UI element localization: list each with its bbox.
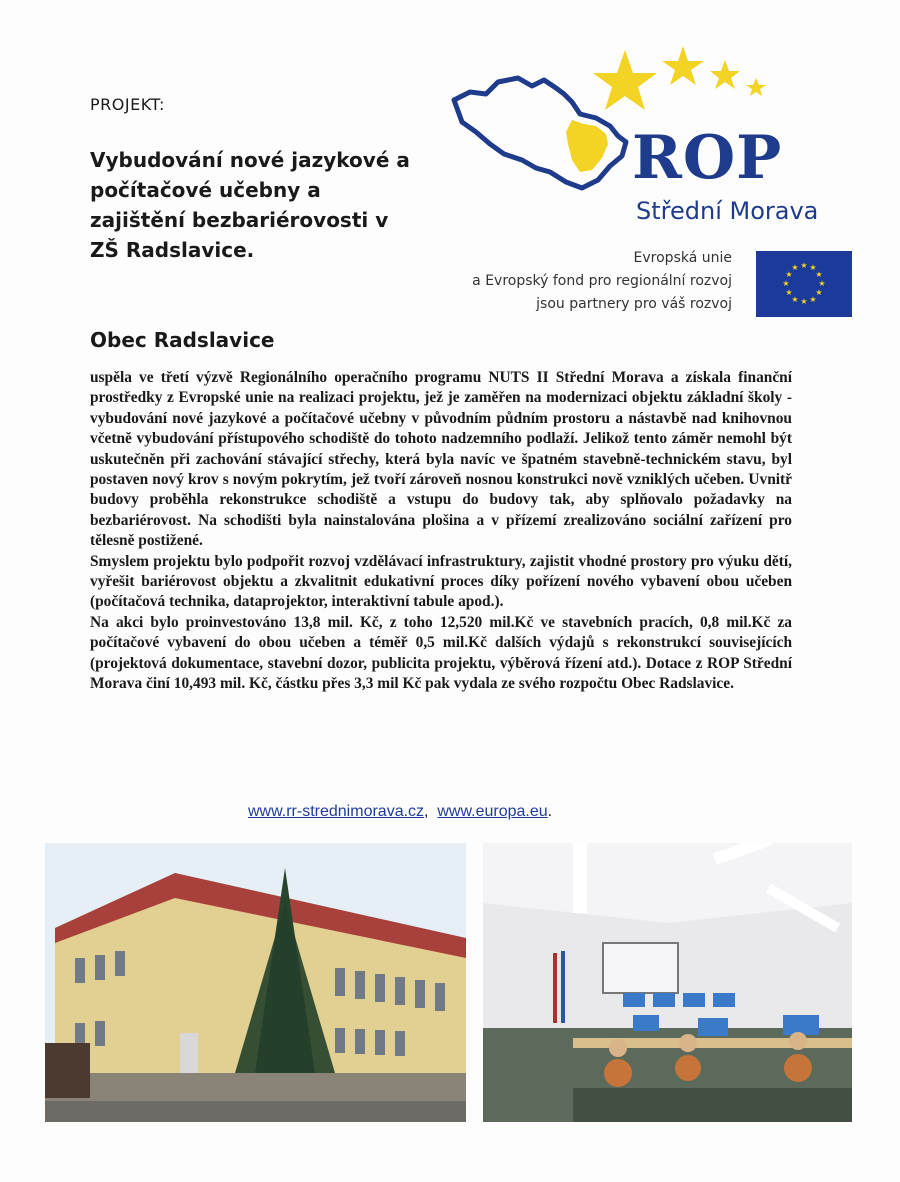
svg-text:★: ★	[791, 295, 799, 304]
svg-text:★: ★	[815, 270, 823, 279]
eu-flag	[756, 251, 852, 317]
svg-text:★: ★	[791, 263, 799, 272]
description-paragraph: uspěla ve třetí výzvě Regionálního operačního programu NUTS II Střední Morava a získala finanční prostředky z Evropské unie na realizaci projektu, jež je zaměřen na modernizaci objektu základní školy - vybudování nové jazykové a počítačové učebny v původním půdním prostoru a nástavbě nad knihovnou včetně vybudování přístupového schodiště do tohoto nadzemního podlaží. Jelikož tento záměr nemohl být uskutečněn při zachování stávající střechy, která byla navíc ve špatném stavebně-technickém stavu, byl postaven nový krov s novým pokrytím, jež tvoří zároveň nosnou konstrukci nově vzniklých učeben. Uvnitř budovy proběhla rekonstrukce schodiště a vstupu do budovy tak, aby splňovalo požadavky na bezbariérovost. Na schodišti byla nainstalována plošina a v přízemí zrealizováno sociální zařízení pro tělesně postižené.	[90, 369, 792, 550]
link-europa[interactable]: www.europa.eu	[437, 803, 548, 820]
svg-text:★: ★	[800, 297, 808, 306]
svg-text:★: ★	[782, 279, 790, 288]
svg-text:★: ★	[815, 288, 823, 297]
project-title: Vybudování nové jazykové a počítačové učebny a zajištění bezbariérovosti v ZŠ Radslavice.	[90, 148, 410, 262]
computer-classroom-photo	[483, 843, 852, 1122]
municipality-heading: Obec Radslavice	[90, 328, 275, 352]
project-label: PROJEKT:	[90, 95, 165, 114]
project-description	[90, 368, 792, 695]
logo-star-4	[746, 78, 766, 96]
eu-line: Evropská unie	[633, 250, 732, 266]
logo-star-1	[593, 50, 657, 110]
description-paragraph: Smyslem projektu bylo podpořit rozvoj vzdělávací infrastruktury, zajistit vhodné prostory pro výuku dětí, vyřešit bariérovost objektu a zkvalitnit edukativní proces díky pořízení nového vybavení obou učeben (počítačová technika, dataprojektor, interaktivní tabule apod.).	[90, 552, 792, 611]
link-rr-strednimorava[interactable]: www.rr-strednimorava.cz	[248, 803, 425, 820]
svg-text:★: ★	[818, 279, 826, 288]
central-moravia-region	[566, 120, 608, 172]
logo-star-3	[710, 60, 740, 89]
svg-text:★: ★	[785, 288, 793, 297]
eu-partners-text	[430, 247, 732, 316]
svg-text:★: ★	[800, 261, 808, 270]
web-links: www.rr-strednimorava.cz, www.europa.eu.	[248, 803, 553, 820]
svg-text:★: ★	[809, 263, 817, 272]
logo-star-2	[662, 46, 704, 85]
rop-wordmark: ROP	[632, 123, 783, 193]
svg-text:★: ★	[785, 270, 793, 279]
description-paragraph: Na akci bylo proinvestováno 13,8 mil. Kč, z toho 12,520 mil.Kč ve stavebních pracích, 0,8 mil.Kč za počítačové vybavení do obou učeben a téměř 0,5 mil.Kč dalších výdajů s rekonstrukcí souvisejících (projektová dokumentace, stavební dozor, publicita projektu, výběrová řízení atd.). Dotace z ROP Střední Morava činí 10,493 mil. Kč, částku přes 3,3 mil Kč pak vydala ze svého rozpočtu Obec Radslavice.	[90, 613, 792, 693]
region-name: Střední Morava	[636, 197, 819, 225]
svg-text:★: ★	[809, 295, 817, 304]
eu-line: jsou partnery pro váš rozvoj	[536, 296, 732, 312]
eu-line: a Evropský fond pro regionální rozvoj	[472, 273, 732, 289]
school-building-photo	[45, 843, 466, 1122]
